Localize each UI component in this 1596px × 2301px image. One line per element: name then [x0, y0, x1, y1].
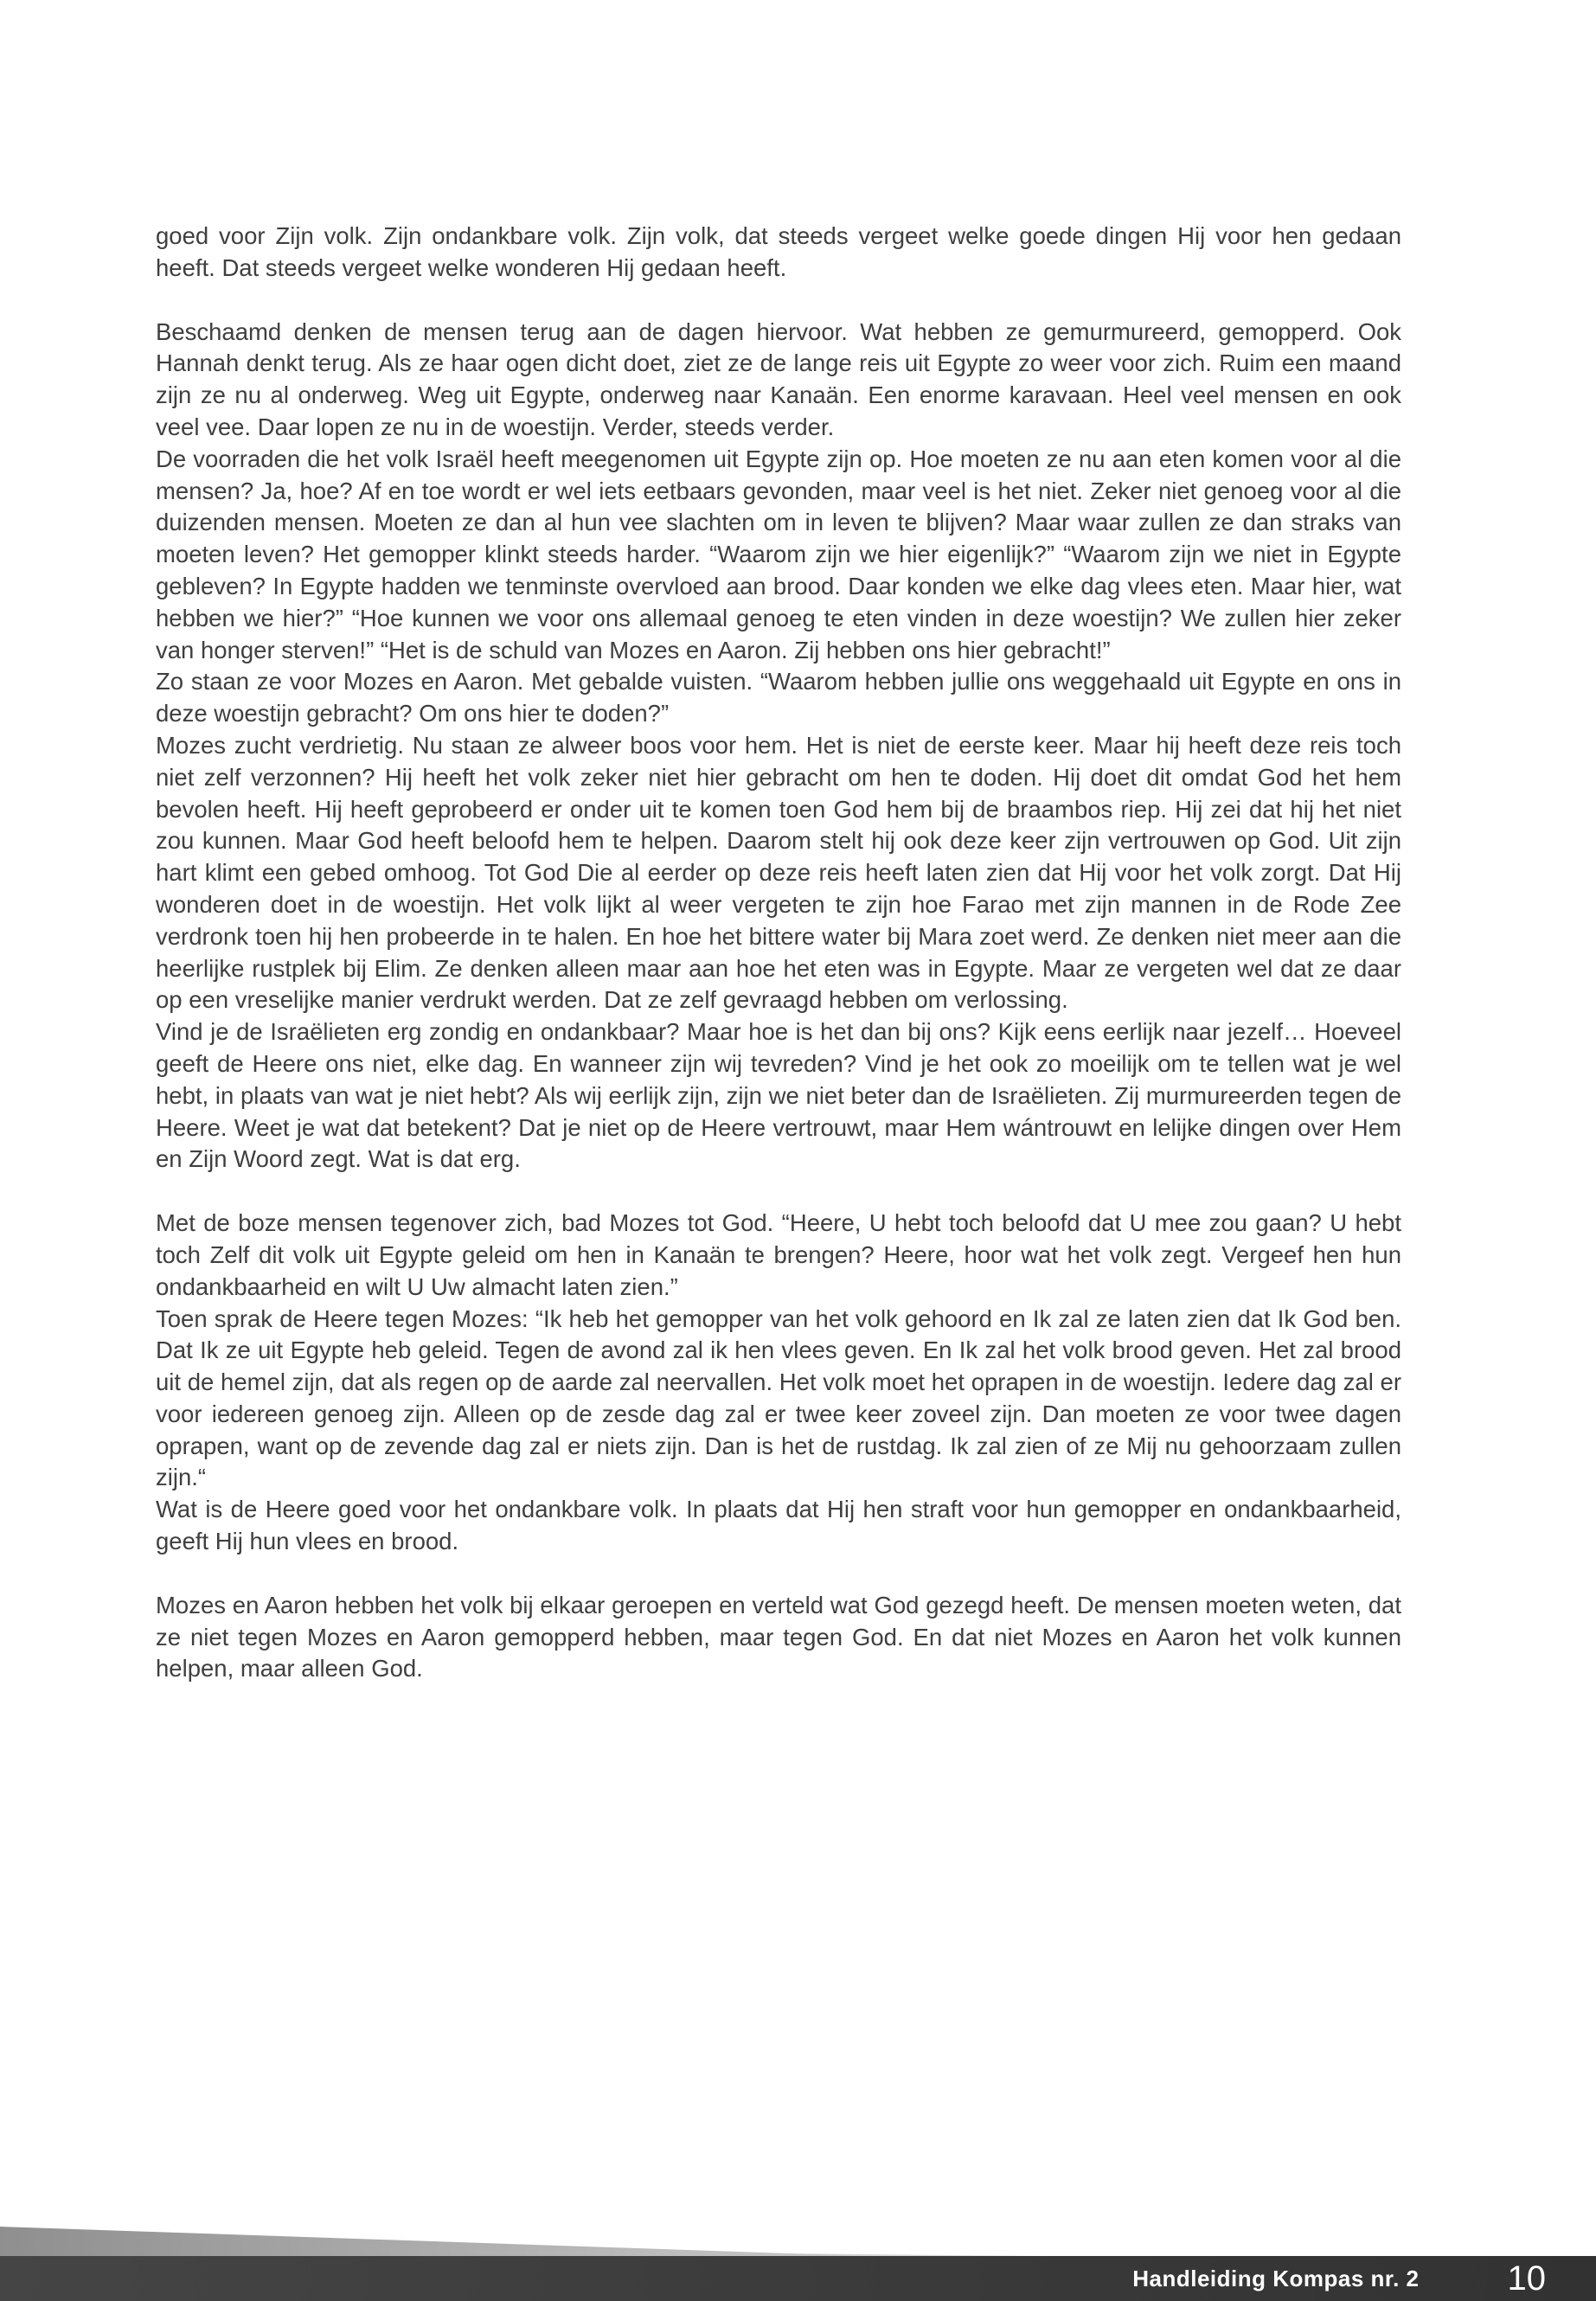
paragraph: Wat is de Heere goed voor het ondankbare volk. In plaats dat Hij hen straft voor hun gemopper en ondankbaarheid, geeft Hij hun vlees en brood.	[156, 1496, 1401, 1555]
paragraph: Vind je de Israëlieten erg zondig en ondankbaar? Maar hoe is het dan bij ons? Kijk eens eerlijk naar jezelf… Hoeveel geeft de Heere ons niet, elke dag. En wanneer zijn wij tevreden? Vind je het ook zo moeilijk om te tellen wat je wel hebt, in plaats van wat je niet hebt? Als wij eerlijk zijn, zijn we niet beter dan de Israëlieten. Zij murmureerden tegen de Heere. Weet je wat dat betekent? Dat je niet op de Heere vertrouwt, maar Hem wántrouwt en lelijke dingen over Hem en Zijn Woord zegt. Wat is dat erg.	[156, 1018, 1401, 1173]
footer-decorative-wedge	[0, 2227, 917, 2258]
footer-bar	[0, 2256, 1596, 2301]
document-body	[156, 221, 1401, 1685]
paragraph: Met de boze mensen tegenover zich, bad Mozes tot God. “Heere, U hebt toch beloofd dat U mee zou gaan? U hebt toch Zelf dit volk uit Egypte geleid om hen in Kanaän te brengen? Heere, hoor wat het volk zegt. Vergeef hen hun ondankbaarheid en wilt U Uw almacht laten zien.”	[156, 1209, 1401, 1300]
paragraph: Toen sprak de Heere tegen Mozes: “Ik heb het gemopper van het volk gehoord en Ik zal ze laten zien dat Ik God ben. Dat Ik ze uit Egypte heb geleid. Tegen de avond zal ik hen vlees geven. En Ik zal het volk brood geven. Het zal brood uit de hemel zijn, dat als regen op de aarde zal neervallen. Het volk moet het oprapen in de woestijn. Iedere dag zal er voor iedereen genoeg zijn. Alleen op de zesde dag zal er twee keer zoveel zijn. Dan moeten ze voor twee dagen oprapen, want op de zevende dag zal er niets zijn. Dan is het de rustdag. Ik zal zien of ze Mij nu gehoorzaam zullen zijn.“	[156, 1304, 1401, 1491]
paragraph: Beschaamd denken de mensen terug aan de dagen hiervoor. Wat hebben ze gemurmureerd, gemopperd. Ook Hannah denkt terug. Als ze haar ogen dicht doet, ziet ze de lange reis uit Egypte zo weer voor zich. Ruim een maand zijn ze nu al onderweg. Weg uit Egypte, onderweg naar Kanaän. Een enorme karavaan. Heel veel mensen en ook veel vee. Daar lopen ze nu in de woestijn. Verder, steeds verder.	[156, 317, 1401, 440]
footer-page-number: 10	[1507, 2259, 1546, 2298]
paragraph: De voorraden die het volk Israël heeft meegenomen uit Egypte zijn op. Hoe moeten ze nu aan eten komen voor al die mensen? Ja, hoe? Af en toe wordt er wel iets eetbaars gevonden, maar veel is het niet. Zeker niet genoeg voor al die duizenden mensen. Moeten ze dan al hun vee slachten om in leven te blijven? Maar waar zullen ze dan straks van moeten leven? Het gemopper klinkt steeds harder. “Waarom zijn we hier eigenlijk?” “Waarom zijn we niet in Egypte gebleven? In Egypte hadden we tenminste overvloed aan brood. Daar konden we elke dag vlees eten. Maar hier, wat hebben we hier?” “Hoe kunnen we voor ons allemaal genoeg te eten vinden in deze woestijn? We zullen hier zeker van honger sterven!” “Het is de schuld van Mozes en Aaron. Zij hebben ons hier gebracht!”	[156, 445, 1401, 663]
paragraph: Zo staan ze voor Mozes en Aaron. Met gebalde vuisten. “Waarom hebben jullie ons weggehaald uit Egypte en ons in deze woestijn gebracht? Om ons hier te doden?”	[156, 668, 1401, 727]
paragraph: Mozes en Aaron hebben het volk bij elkaar geroepen en verteld wat God gezegd heeft. De mensen moeten weten, dat ze niet tegen Mozes en Aaron gemopperd hebben, maar tegen God. En dat niet Mozes en Aaron het volk kunnen helpen, maar alleen God.	[156, 1591, 1401, 1682]
paragraph: Mozes zucht verdrietig. Nu staan ze alweer boos voor hem. Het is niet de eerste keer. Maar hij heeft deze reis toch niet zelf verzonnen? Hij heeft het volk zeker niet hier gebracht om hen te doden. Hij doet dit omdat God het hem bevolen heeft. Hij heeft geprobeerd er onder uit te komen toen God hem bij de braambos riep. Hij zei dat hij het niet zou kunnen. Maar God heeft beloofd hem te helpen. Daarom stelt hij ook deze keer zijn vertrouwen op God. Uit zijn hart klimt een gebed omhoog. Tot God Die al eerder op deze reis heeft laten zien dat Hij voor het volk zorgt. Dat Hij wonderen doet in de woestijn. Het volk lijkt al weer vergeten te zijn hoe Farao met zijn mannen in de Rode Zee verdronk toen hij hen probeerde in te halen. En hoe het bittere water bij Mara zoet werd. Ze denken niet meer aan die heerlijke rustplek bij Elim. Ze denken alleen maar aan hoe het eten was in Egypte. Maar ze vergeten wel dat ze daar op een vreselijke manier verdrukt werden. Dat ze zelf gevraagd hebben om verlossing.	[156, 731, 1401, 1014]
footer-document-title: Handleiding Kompas nr. 2	[1132, 2265, 1420, 2291]
paragraph: goed voor Zijn volk. Zijn ondankbare volk. Zijn volk, dat steeds vergeet welke goede dingen Hij voor hen gedaan heeft. Dat steeds vergeet welke wonderen Hij gedaan heeft.	[156, 222, 1401, 281]
